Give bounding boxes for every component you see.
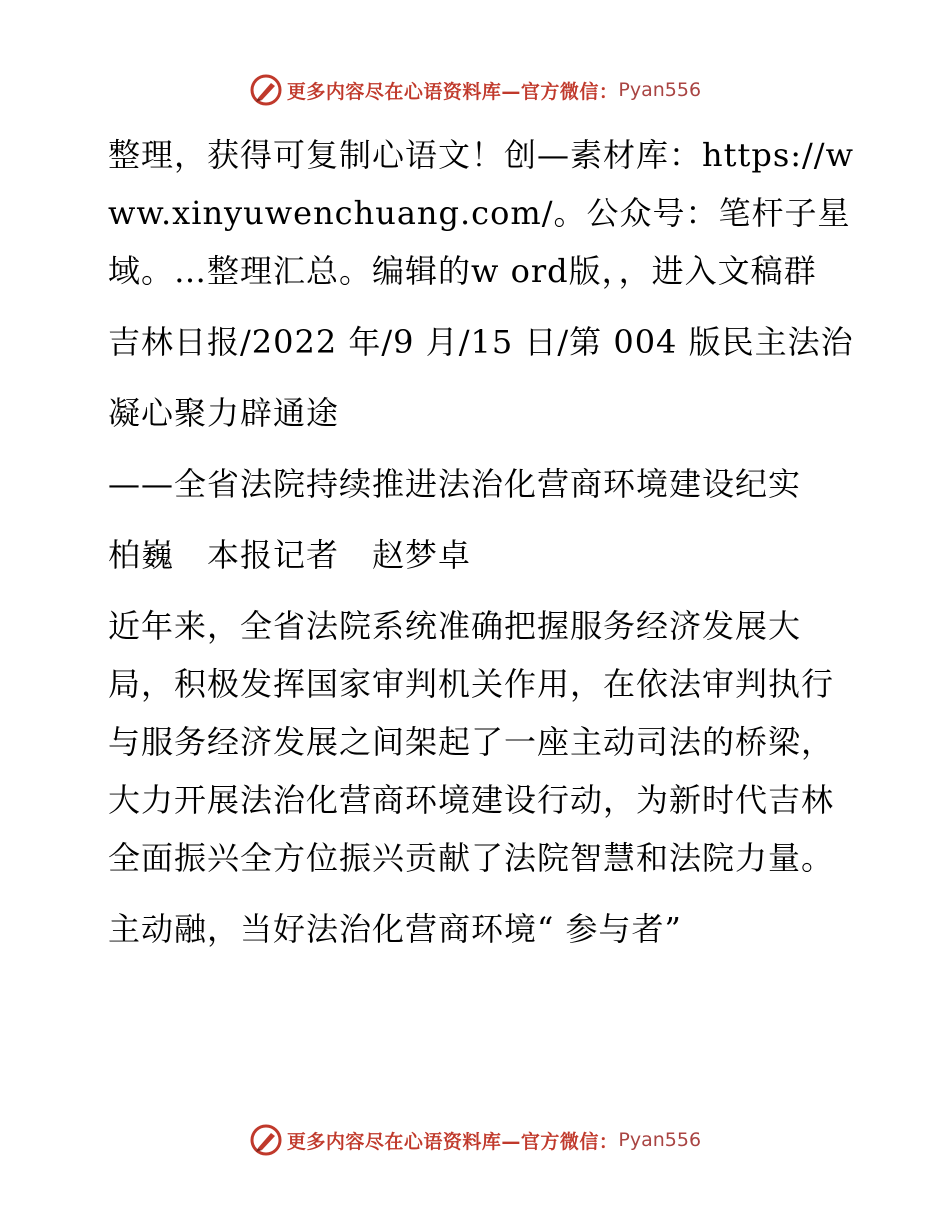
article-subtitle: ——全省法院持续推进法治化营商环境建设纪实 <box>108 465 802 503</box>
banner-wechat-id: Pyan556 <box>618 79 702 101</box>
header-banner[interactable] <box>0 70 950 110</box>
banner-wechat-id: Pyan556 <box>618 1129 702 1151</box>
article-title: 凝心聚力辟通途 <box>108 394 340 432</box>
footer-banner[interactable] <box>0 1120 950 1160</box>
source-line: 吉林日报/2022 年/9 月/15 日/第 004 版民主法治 <box>108 323 854 361</box>
pen-logo-icon <box>249 73 283 107</box>
banner-text: 更多内容尽在心语资料库—官方微信： <box>286 1130 619 1153</box>
pen-logo-icon <box>249 1123 283 1157</box>
section-heading: 主动融，当好法治化营商环境“ 参与者” <box>108 910 682 948</box>
banner-text: 更多内容尽在心语资料库—官方微信： <box>286 80 619 103</box>
intro-paragraph: 整理，获得可复制心语文！创—素材库：https://www.xinyuwenchuang.com/。公众号：笔杆子星域。…整理汇总。编辑的w ord版，，进入文稿群 <box>108 136 854 290</box>
byline: 柏巍 本报记者 赵梦卓 <box>108 536 472 574</box>
article-body <box>98 126 858 958</box>
body-paragraph: 近年来，全省法院系统准确把握服务经济发展大局，积极发挥国家审判机关作用，在依法审判执行与服务经济发展之间架起了一座主动司法的桥梁，大力开展法治化营商环境建设行动，为新时代吉林全面振兴全方位振兴贡献了法院智慧和法院力量。 <box>108 607 835 877</box>
